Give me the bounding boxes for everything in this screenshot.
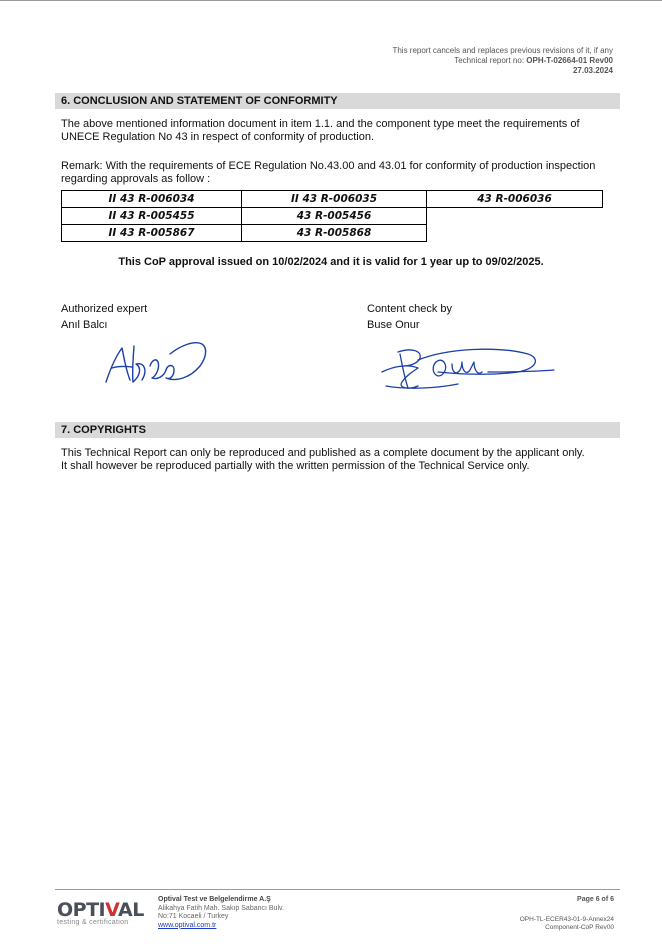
section-6-title: 6. CONCLUSION AND STATEMENT OF CONFORMITY bbox=[55, 93, 620, 109]
authorized-expert-signature bbox=[100, 336, 215, 394]
logo-wordmark bbox=[57, 899, 144, 921]
footer-page-info bbox=[520, 896, 614, 932]
table-cell: II 43 R-006034 bbox=[62, 191, 242, 208]
authorized-expert-name: Anıl Balcı bbox=[61, 319, 108, 331]
report-header bbox=[392, 46, 613, 76]
copyright-line-1: This Technical Report can only be reproduced and published as a complete document by the applicant only. bbox=[61, 447, 585, 459]
table-cell: II 43 R-005455 bbox=[62, 208, 242, 225]
top-border-line bbox=[0, 0, 662, 1]
remark-line-2: regarding approvals as follow : bbox=[61, 173, 211, 185]
header-report-number bbox=[392, 56, 613, 66]
table-cell: II 43 R-006035 bbox=[242, 191, 427, 208]
logo-text-accent: V bbox=[105, 899, 119, 921]
footer-doc-sub: Component-CoP Rev00 bbox=[545, 924, 614, 931]
footer-company-name: Optival Test ve Belgelendirme A.Ş bbox=[158, 896, 271, 903]
header-date: 27.03.2024 bbox=[572, 66, 613, 75]
logo-text-c: AL bbox=[118, 899, 144, 921]
footer-company-info bbox=[158, 896, 284, 930]
header-report-value: OPH-T-02664-01 Rev00 bbox=[526, 56, 613, 65]
cop-approval-statement: This CoP approval issued on 10/02/2024 and it is valid for 1 year up to 09/02/2025. bbox=[118, 256, 544, 268]
footer-address-1: Alikahya Fatih Mah. Sakıp Sabancı Bulv. bbox=[158, 904, 284, 912]
remark-line-1: Remark: With the requirements of ECE Regulation No.43.00 and 43.01 for conformity of production inspection bbox=[61, 160, 596, 172]
copyright-line-2: It shall however be reproduced partially with the written permission of the Technical Service only. bbox=[61, 460, 530, 472]
footer-website-link[interactable]: www.optival.com.tr bbox=[158, 921, 217, 929]
logo-tagline: testing & certification bbox=[57, 919, 129, 926]
table-row bbox=[62, 191, 603, 208]
table-row bbox=[62, 225, 603, 242]
content-check-block bbox=[367, 301, 452, 333]
content-check-name: Buse Onur bbox=[367, 319, 420, 331]
table-cell: 43 R-006036 bbox=[427, 191, 603, 208]
table-cell: 43 R-005456 bbox=[242, 208, 427, 225]
conclusion-line-2: UNECE Regulation No 43 in respect of conformity of production. bbox=[61, 131, 375, 143]
table-row bbox=[62, 208, 603, 225]
table-cell-empty bbox=[427, 225, 603, 242]
authorized-expert-role: Authorized expert bbox=[61, 303, 148, 315]
table-cell: 43 R-005868 bbox=[242, 225, 427, 242]
table-cell-empty bbox=[427, 208, 603, 225]
remark-paragraph bbox=[61, 160, 621, 186]
conclusion-line-1: The above mentioned information document in item 1.1. and the component type meet the requirements of bbox=[61, 118, 580, 130]
section-7-title: 7. COPYRIGHTS bbox=[55, 422, 620, 438]
footer-address-2: No:71 Kocaeli / Turkey bbox=[158, 913, 229, 920]
optival-logo bbox=[57, 899, 144, 926]
conclusion-paragraph bbox=[61, 118, 621, 144]
content-check-role: Content check by bbox=[367, 303, 452, 315]
footer-page-number: Page 6 of 6 bbox=[577, 896, 614, 903]
authorized-expert-block bbox=[61, 301, 147, 333]
header-cancel-note: This report cancels and replaces previous revisions of it, if any bbox=[392, 46, 613, 55]
logo-text-a: OPTI bbox=[57, 899, 106, 921]
header-report-label: Technical report no: bbox=[454, 56, 525, 65]
content-check-signature bbox=[378, 342, 556, 394]
table-cell: II 43 R-005867 bbox=[62, 225, 242, 242]
footer-doc-code: OPH-TL-ECER43-01-9-Annex24 bbox=[519, 916, 614, 923]
footer-divider bbox=[55, 889, 620, 890]
copyright-paragraph bbox=[61, 447, 621, 473]
approval-table bbox=[61, 190, 603, 242]
